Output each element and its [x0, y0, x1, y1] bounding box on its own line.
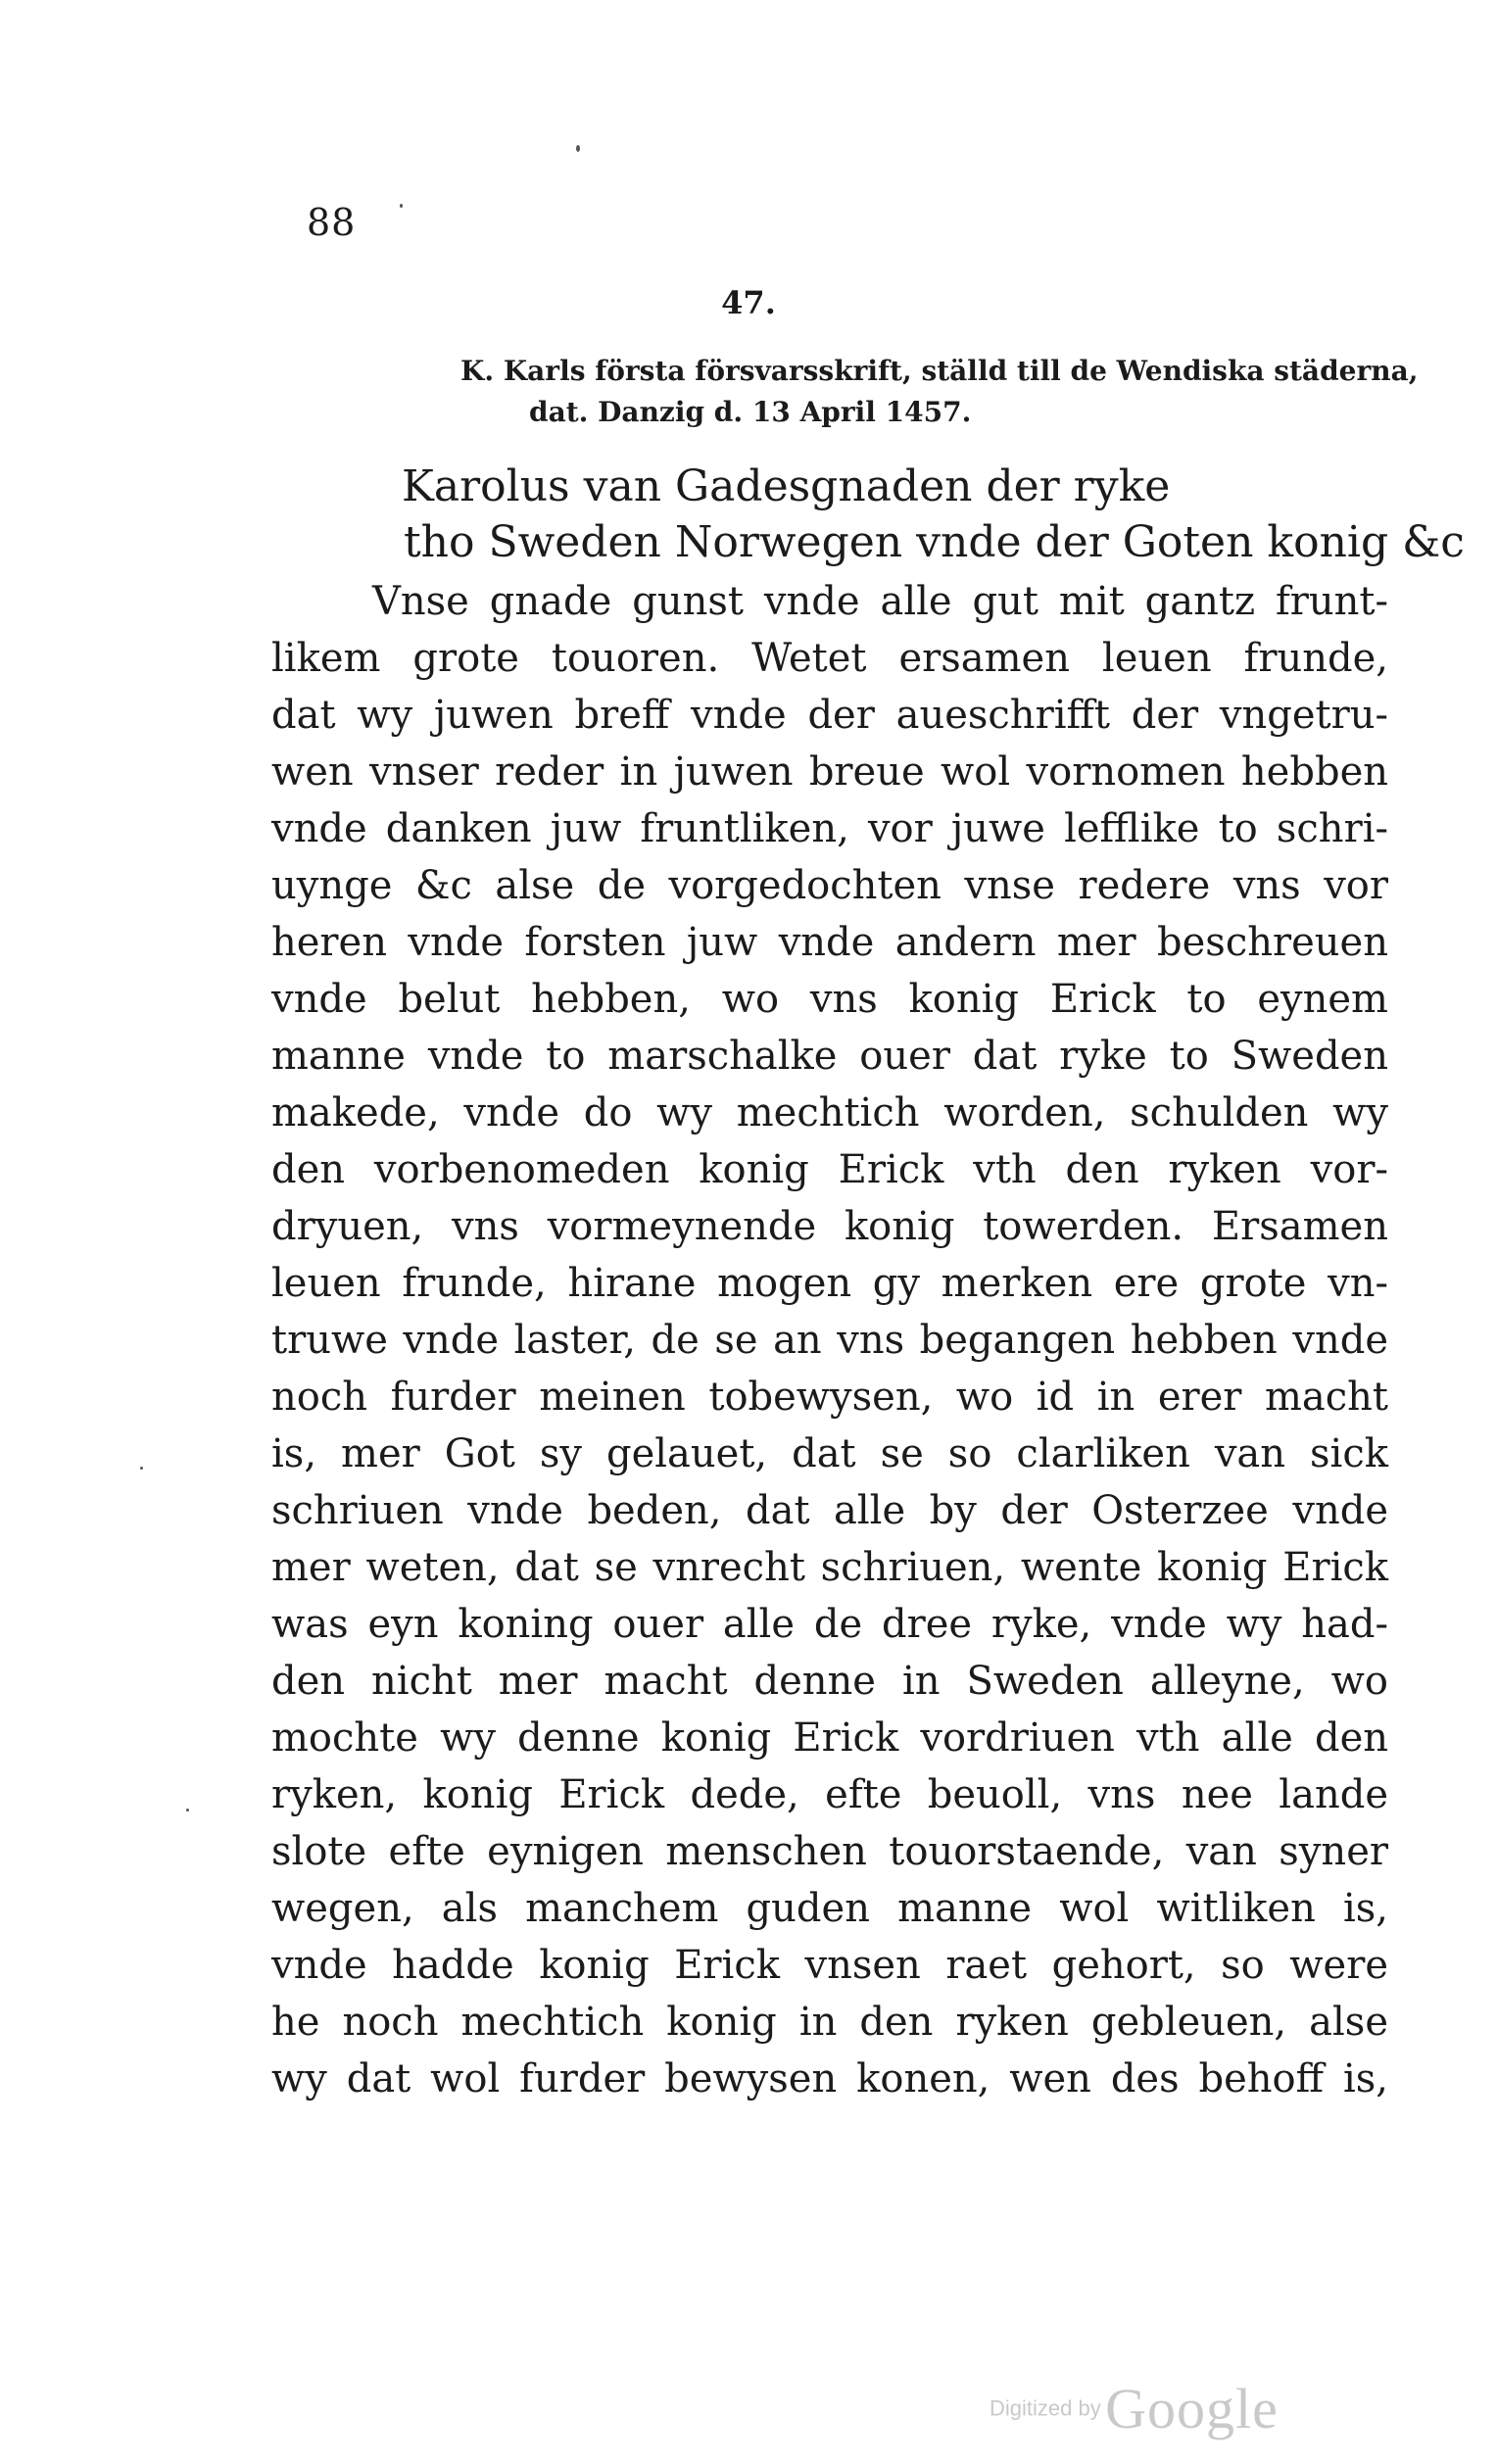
google-logo: Google	[1105, 2377, 1279, 2440]
letter-heading-line-1: Karolus van Gadesgnaden der ryke	[402, 461, 1171, 511]
scan-speck	[400, 204, 403, 208]
document-caption	[460, 351, 1419, 433]
watermark-prefix: Digitized by	[990, 2395, 1101, 2421]
body-line: is, mer Got sy gelauet, dat se so clarliken van sick	[271, 1431, 1388, 1476]
body-line: vnde hadde konig Erick vnsen raet gehort, so were	[271, 1943, 1388, 1988]
body-line: likem grote touoren. Wetet ersamen leuen frunde,	[271, 636, 1388, 681]
body-line: mochte wy denne konig Erick vordriuen vth alle den	[271, 1715, 1388, 1761]
body-line: he noch mechtich konig in den ryken gebleuen, alse	[271, 2000, 1388, 2045]
document-number: 47.	[721, 284, 776, 321]
body-line: Vnse gnade gunst vnde alle gut mit gantz frunt-	[372, 579, 1388, 624]
body-line: manne vnde to marschalke ouer dat ryke to Sweden	[271, 1034, 1388, 1079]
body-line: heren vnde forsten juw vnde andern mer beschreuen	[271, 920, 1388, 965]
caption-line-1: K. Karls första försvarsskrift, ställd till de Wendiska städerna,	[460, 355, 1419, 387]
caption-line-2: dat. Danzig d. 13 April 1457.	[529, 396, 972, 428]
scan-speck	[186, 1809, 189, 1812]
letter-heading-line-2: tho Sweden Norwegen vnde der Goten konig &c	[404, 517, 1465, 567]
body-line: wen vnser reder in juwen breue wol vornomen hebben	[271, 749, 1388, 795]
body-line: slote efte eynigen menschen touorstaende, van syner	[271, 1829, 1388, 1874]
body-line: noch furder meinen tobewysen, wo id in erer macht	[271, 1375, 1388, 1420]
body-line: wegen, als manchem guden manne wol witliken is,	[271, 1886, 1388, 1931]
body-line: was eyn koning ouer alle de dree ryke, vnde wy had-	[271, 1602, 1388, 1647]
body-line: mer weten, dat se vnrecht schriuen, wente konig Erick	[271, 1545, 1388, 1590]
body-line: dat wy juwen breff vnde der aueschrifft der vngetru-	[271, 693, 1388, 738]
body-line: truwe vnde laster, de se an vns begangen hebben vnde	[271, 1318, 1388, 1363]
digitized-watermark	[990, 2376, 1279, 2441]
letter-body	[271, 573, 1388, 2107]
body-line: leuen frunde, hirane mogen gy merken ere grote vn-	[271, 1261, 1388, 1306]
page-number: 88	[307, 201, 357, 244]
body-line: ryken, konig Erick dede, efte beuoll, vns nee lande	[271, 1772, 1388, 1817]
body-line: vnde belut hebben, wo vns konig Erick to eynem	[271, 977, 1388, 1022]
body-line: vnde danken juw fruntliken, vor juwe lefflike to schri-	[271, 806, 1388, 851]
body-line: schriuen vnde beden, dat alle by der Osterzee vnde	[271, 1488, 1388, 1533]
body-line: den nicht mer macht denne in Sweden alleyne, wo	[271, 1659, 1388, 1704]
body-line: den vorbenomeden konig Erick vth den ryken vor-	[271, 1147, 1388, 1192]
scan-speck	[576, 145, 580, 152]
body-line: wy dat wol furder bewysen konen, wen des behoff is,	[271, 2056, 1388, 2102]
body-line: dryuen, vns vormeynende konig towerden. Ersamen	[271, 1204, 1388, 1249]
body-line: makede, vnde do wy mechtich worden, schulden wy	[271, 1090, 1388, 1135]
scan-speck	[140, 1467, 143, 1470]
body-line: uynge &c alse de vorgedochten vnse redere vns vor	[271, 863, 1388, 908]
